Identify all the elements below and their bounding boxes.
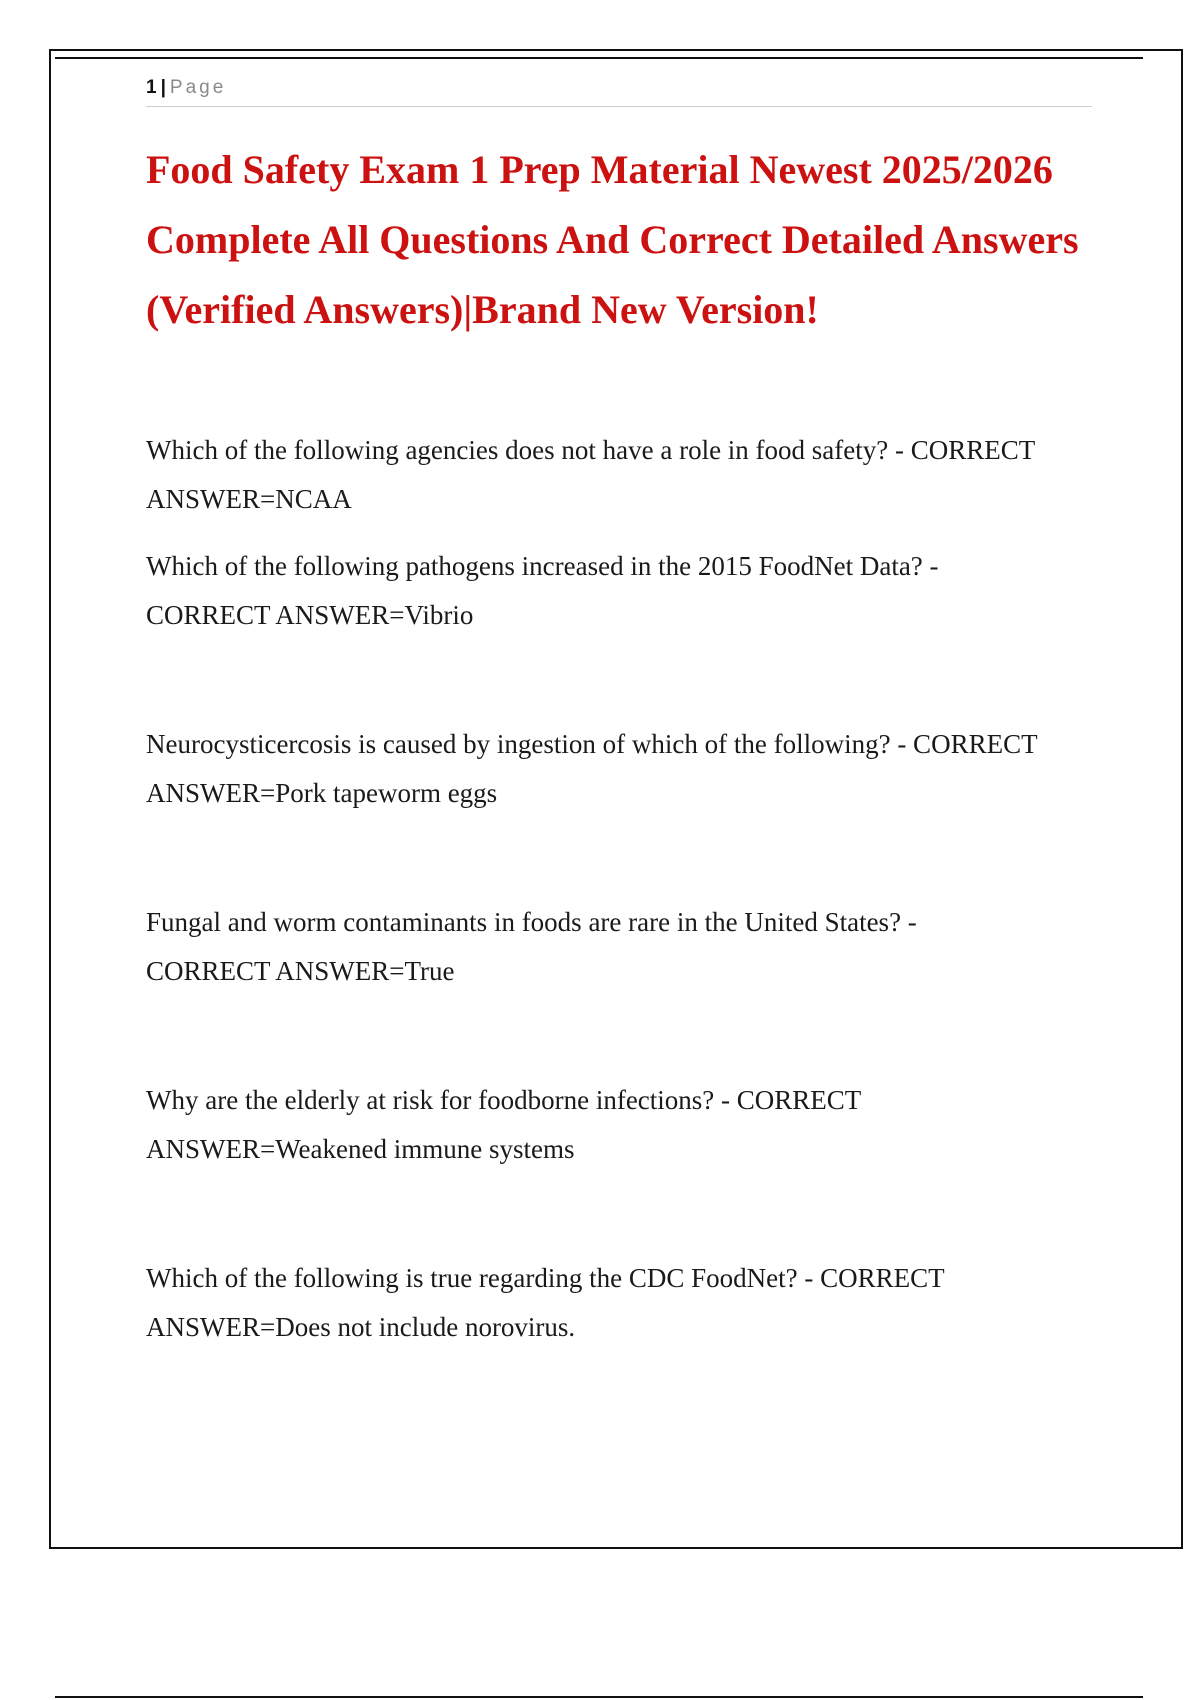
answer-text: ANSWER=Weakened immune systems: [146, 1134, 575, 1164]
top-rule: [55, 57, 1143, 59]
question-text: Which of the following agencies does not have a role in food safety? - CORRECT: [146, 435, 1036, 465]
qa-item: [146, 898, 1106, 996]
title-line-2: Complete All Questions And Correct Detailed Answers: [146, 217, 1079, 262]
question-text: Which of the following is true regarding the CDC FoodNet? - CORRECT: [146, 1263, 945, 1293]
answer-text: ANSWER=Does not include norovirus.: [146, 1312, 576, 1342]
answer-text: CORRECT ANSWER=True: [146, 956, 455, 986]
qa-item: [146, 1076, 1106, 1174]
answer-text: CORRECT ANSWER=Vibrio: [146, 600, 474, 630]
qa-item: [146, 1254, 1106, 1352]
document-title: [146, 135, 1106, 345]
question-text: Neurocysticercosis is caused by ingestion of which of the following? - CORRECT: [146, 729, 1038, 759]
page-number: 1: [146, 77, 157, 98]
title-line-1: Food Safety Exam 1 Prep Material Newest 2025/2026: [146, 147, 1053, 192]
qa-item: [146, 542, 1106, 640]
page-label: Page: [169, 77, 227, 98]
answer-text: ANSWER=Pork tapeworm eggs: [146, 778, 498, 808]
qa-item: [146, 426, 1106, 524]
answer-text: ANSWER=NCAA: [146, 484, 352, 514]
page-separator: |: [160, 77, 166, 98]
title-line-3: (Verified Answers)|Brand New Version!: [146, 287, 819, 332]
page-header: [146, 74, 1092, 107]
question-text: Which of the following pathogens increased in the 2015 FoodNet Data? -: [146, 551, 939, 581]
question-text: Why are the elderly at risk for foodborne infections? - CORRECT: [146, 1085, 862, 1115]
question-text: Fungal and worm contaminants in foods are rare in the United States? -: [146, 907, 917, 937]
qa-item: [146, 720, 1106, 818]
bottom-rule: [55, 1696, 1143, 1698]
